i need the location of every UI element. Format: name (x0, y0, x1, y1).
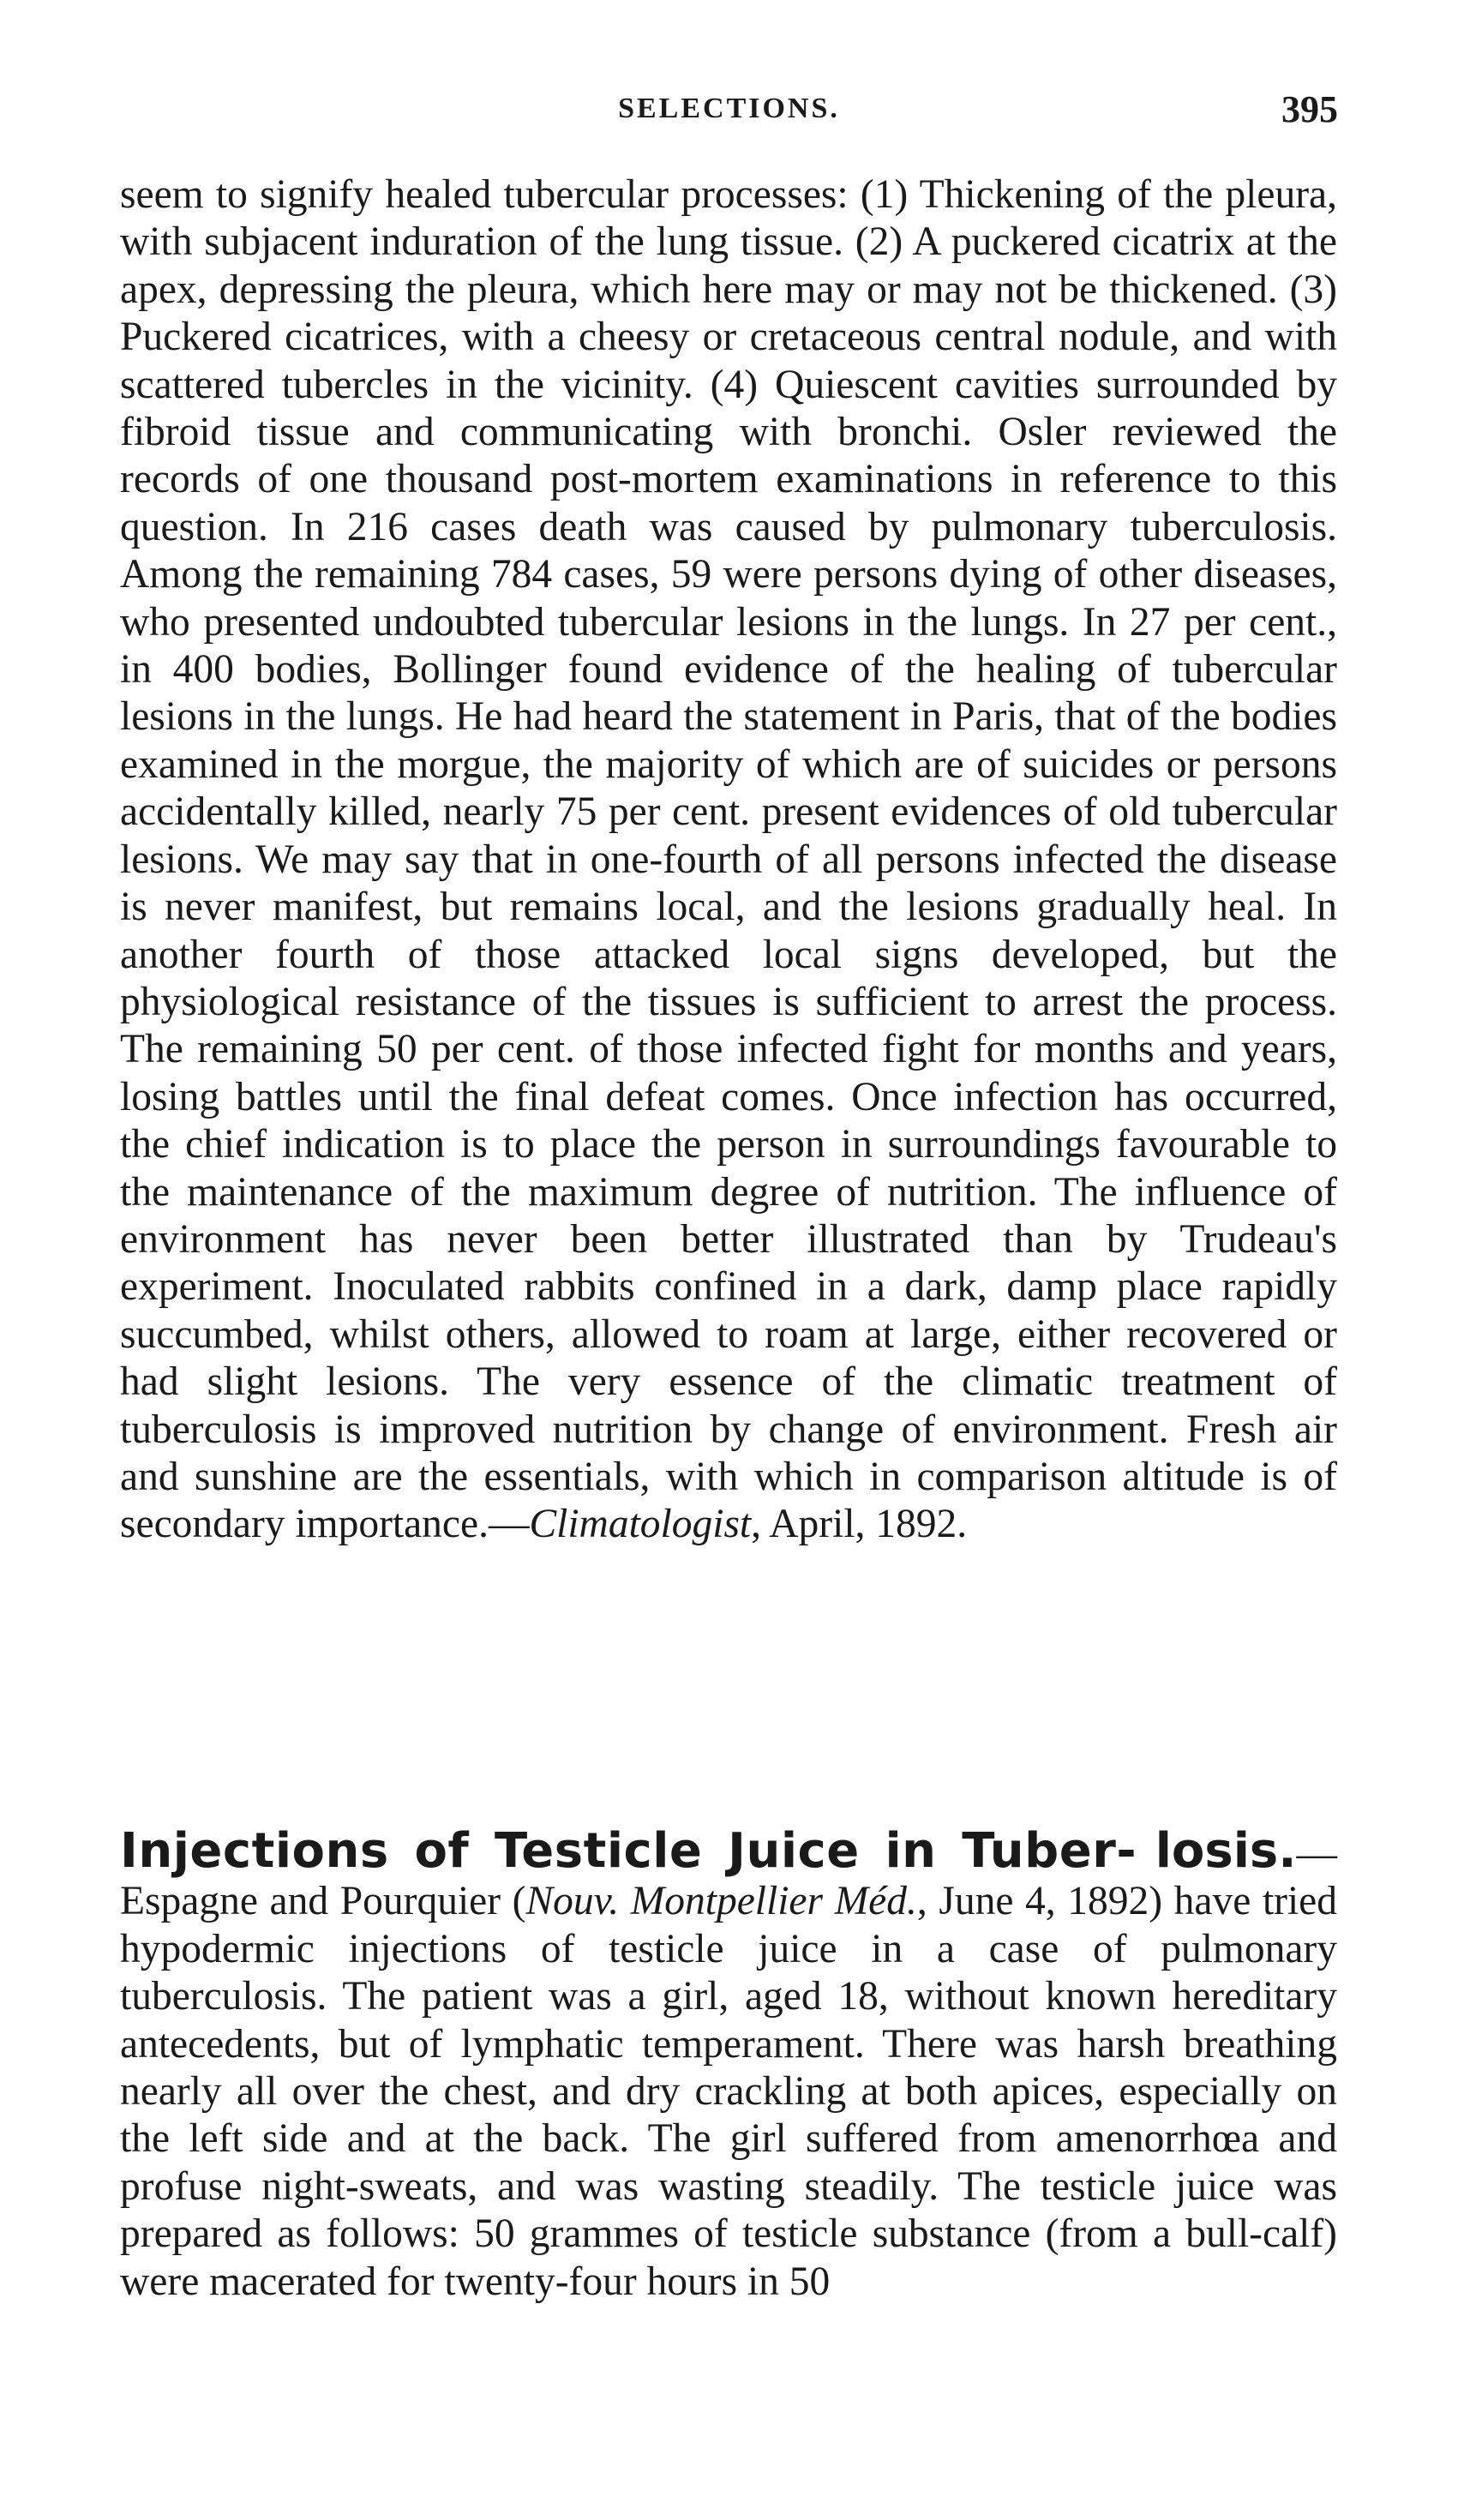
running-head (120, 88, 1338, 144)
paragraph-main: seem to signify healed tubercular processes: (1) Thickening of the pleura, with subjacent induration of the lung tissue. (2) A puckered cicatrix at the apex, depressing the pleura, which here may or may not be thickened. (3) Puckered cicatrices, with a cheesy or cretaceous central nodule, and with scattered tubercles in the vicinity. (4) Quiescent cavities surrounded by fibroid tissue and communicating with bronchi. Osler reviewed the records of one thousand post-mortem examinations in reference to this question. In 216 cases death was caused by pulmonary tuberculosis. Among the remaining 784 cases, 59 were persons dying of other diseases, who presented undoubted tubercular lesions in the lungs. In 27 per cent., in 400 bodies, Bollinger found evidence of the healing of tubercular lesions in the lungs. He had heard the statement in Paris, that of the bodies examined in the morgue, the majority of which are of suicides or persons accidentally killed, nearly 75 per cent. present evidences of old tubercular lesions. We may say that in one-fourth of all persons infected the disease is never manifest, but remains local, and the lesions gradually heal. In another fourth of those attacked local signs developed, but the physiological resistance of the tissues is sufficient to arrest the process. The remaining 50 per cent. of those infected fight for months and years, losing battles until the final defeat comes. Once infection has occurred, the chief indication is to place the person in surroundings favourable to the maintenance of the maximum degree of nutrition. The influence of environment has never been better illustrated than by Trudeau's experiment. Inoculated rabbits confined in a dark, damp place rapidly succumbed, whilst others, allowed to roam at large, either recovered or had slight lesions. The very essence of the climatic treatment of tuberculosis is improved nutrition by change of environment. Fresh air and sunshine are the essentials, with which in comparison altitude is of secondary importance. (120, 172, 1337, 1547)
source-dash: — (488, 1502, 530, 1547)
article-heading-tail: losis. (1155, 1823, 1297, 1879)
article-text: , June 4, 1892) have tried hypodermic injections of testicle juice in a case of pulmonary tuberculosis. The patient was a girl, aged 18, without known hereditary antecedents, but of lymphatic temperament. There was harsh breathing nearly all over the chest, and dry crackling at both apices, especially on the left side and at the back. The girl suffered from amenorrhœa and profuse night-sweats, and was wasting steadily. The testicle juice was prepared as follows: 50 grammes of testicle substance (from a bull-calf) were macerated for twenty-four hours in 50 (120, 1879, 1337, 2304)
source-date: , April, 1892. (751, 1502, 968, 1547)
article-authors: —Espagne and Pourquier ( (120, 1832, 1337, 1924)
article-section (120, 1823, 1337, 2306)
source-journal: Climatologist (529, 1502, 752, 1547)
page-number: 395 (1281, 88, 1338, 130)
citation-journal: Nouv. Montpellier Méd. (525, 1879, 917, 1924)
continued-paragraph (120, 171, 1337, 1549)
running-title: SELECTIONS. (618, 93, 840, 124)
article-paragraph (120, 1823, 1337, 2306)
article-heading: Injections of Testicle Juice in Tuber- (120, 1823, 1137, 1879)
paragraph-text (120, 171, 1337, 1549)
